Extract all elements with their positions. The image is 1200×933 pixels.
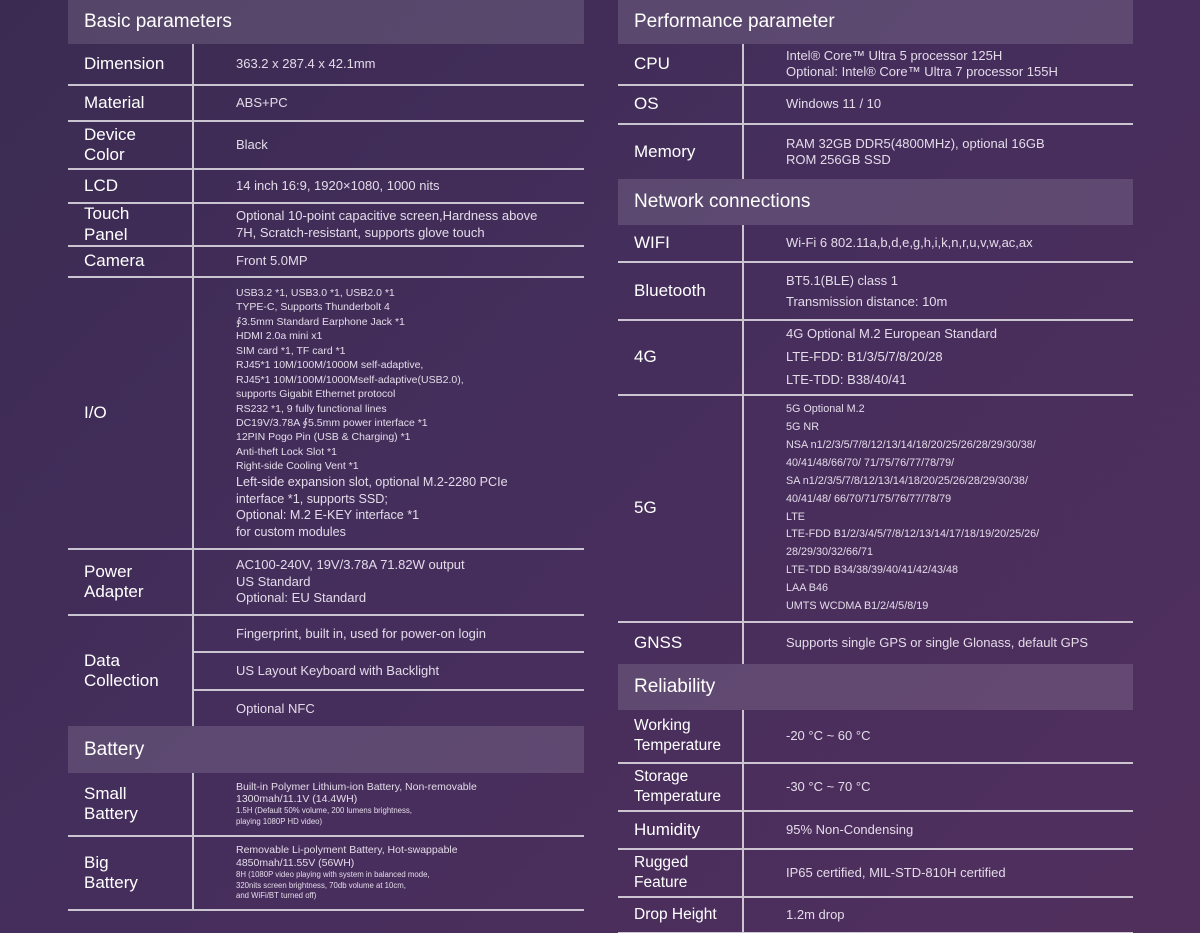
value-line: 1.5H (Default 50% volume, 200 lumens brightness, xyxy=(236,806,412,816)
label-text: Data xyxy=(84,650,120,670)
spec-row-bluetooth xyxy=(618,263,1133,321)
spec-row-camera xyxy=(68,247,584,278)
spec-row-small-battery xyxy=(68,773,584,837)
row-label xyxy=(618,321,744,394)
data-collection-item: Fingerprint, built in, used for power-on login xyxy=(236,626,487,642)
row-value xyxy=(744,321,1133,394)
label-text: Small xyxy=(84,783,127,803)
row-label xyxy=(618,850,744,896)
label-text: Temperature xyxy=(634,737,722,754)
row-label xyxy=(618,623,744,664)
value-line: 4850mah/11.55V (56WH) xyxy=(236,857,355,870)
label-text: Working xyxy=(634,716,691,734)
data-collection-item: Optional NFC xyxy=(194,689,584,726)
label-text: 4G xyxy=(634,347,657,367)
section-heading-performance-parameter xyxy=(618,0,1133,44)
label-text: Material xyxy=(84,92,145,112)
value-line: 8H (1080P video playing with system in balanced mode, xyxy=(236,870,430,880)
value-line: ∮3.5mm Standard Earphone Jack *1 xyxy=(236,315,405,328)
section-title: Performance parameter xyxy=(634,11,835,32)
spec-row-big-battery xyxy=(68,837,584,911)
row-value xyxy=(744,850,1133,896)
spec-row-cpu xyxy=(618,44,1133,86)
spec-row-rugged-feature xyxy=(618,850,1133,898)
value-line: Supports single GPS or single Glonass, default GPS xyxy=(786,635,1089,651)
section-heading-basic-parameters xyxy=(68,0,584,44)
value-line: supports Gigabit Ethernet protocol xyxy=(236,388,396,401)
row-label xyxy=(618,263,744,319)
value-line: 14 inch 16:9, 1920×1080, 1000 nits xyxy=(236,177,440,193)
section-heading-reliability xyxy=(618,664,1133,710)
row-value xyxy=(194,86,584,120)
row-value xyxy=(194,204,584,245)
value-line: 40/41/48/66/70/ 71/75/76/77/78/79/ xyxy=(786,456,955,469)
row-label xyxy=(618,225,744,261)
spec-row-os xyxy=(618,86,1133,125)
spec-row-5g xyxy=(618,396,1133,623)
section-title: Basic parameters xyxy=(84,11,232,32)
value-line: RJ45*1 10M/100M/1000Mself-adaptive(USB2.0), xyxy=(236,373,464,386)
row-value xyxy=(194,122,584,168)
row-label xyxy=(618,125,744,179)
value-line: RS232 *1, 9 fully functional lines xyxy=(236,402,387,415)
label-text: CPU xyxy=(634,53,670,73)
value-line: Optional: Intel® Core™ Ultra 7 processor 155H xyxy=(786,64,1058,79)
spec-row-device-color xyxy=(68,122,584,170)
value-line: Optional: M.2 E-KEY interface *1 xyxy=(236,508,420,523)
value-line: 1.2m drop xyxy=(786,906,845,922)
value-line: playing 1080P HD video) xyxy=(236,816,323,826)
label-text: Rugged xyxy=(634,853,689,871)
value-line: 5G Optional M.2 xyxy=(786,402,865,415)
value-line: -30 °C ~ 70 °C xyxy=(786,778,871,794)
value-line: Removable Li-polyment Battery, Hot-swappable xyxy=(236,844,458,857)
value-line: ABS+PC xyxy=(236,94,288,110)
row-value xyxy=(744,898,1133,932)
value-line: AC100-240V, 19V/3.78A 71.82W output xyxy=(236,557,465,573)
value-line: 12PIN Pogo Pin (USB & Charging) *1 xyxy=(236,431,411,444)
label-text: Adapter xyxy=(84,582,144,601)
row-value xyxy=(744,225,1133,261)
value-line: and WiFi/BT turned off) xyxy=(236,891,317,901)
spec-row-io xyxy=(68,278,584,550)
row-label xyxy=(618,764,744,810)
row-value xyxy=(194,278,584,548)
row-label xyxy=(68,86,194,120)
value-line: Transmission distance: 10m xyxy=(786,294,948,309)
value-line: LTE-TDD: B38/40/41 xyxy=(786,371,907,387)
label-text: Device xyxy=(84,124,136,144)
value-line: Optional 10-point capacitive screen,Hardness above xyxy=(236,207,538,223)
value-line: NSA n1/2/3/5/7/8/12/13/14/18/20/25/26/28/29/30/38/ xyxy=(786,438,1036,451)
value-line: Wi-Fi 6 802.11a,b,d,e,g,h,i,k,n,r,u,v,w,ac,ax xyxy=(786,234,1033,250)
label-text: Drop Height xyxy=(634,905,717,923)
label-text: 5G xyxy=(634,498,657,518)
value-line: TYPE-C, Supports Thunderbolt 4 xyxy=(236,301,390,314)
label-text: Bluetooth xyxy=(634,280,706,300)
value-line: IP65 certified, MIL-STD-810H certified xyxy=(786,864,1006,880)
value-line: Black xyxy=(236,136,268,152)
value-line: DC19V/3.78A ∮5.5mm power interface *1 xyxy=(236,416,428,429)
row-value xyxy=(194,837,584,909)
row-value xyxy=(744,396,1133,621)
label-text: Dimension xyxy=(84,53,165,73)
row-label xyxy=(618,86,744,123)
row-label xyxy=(618,812,744,848)
value-line: for custom modules xyxy=(236,524,346,539)
row-value xyxy=(744,812,1133,848)
spec-row-storage-temperature xyxy=(618,764,1133,812)
value-line: LTE-FDD B1/2/3/4/5/7/8/12/13/14/17/18/19/20/25/26/ xyxy=(786,528,1040,541)
value-line: RJ45*1 10M/100M/1000M self-adaptive, xyxy=(236,359,424,372)
value-line: Built-in Polymer Lithium-ion Battery, Non-removable xyxy=(236,780,477,793)
section-title: Network connections xyxy=(634,191,811,212)
left-column xyxy=(68,0,584,911)
value-line: 320nits screen brightness, 70db volume at 10cm, xyxy=(236,880,406,890)
label-text: Battery xyxy=(84,804,138,823)
value-line: -20 °C ~ 60 °C xyxy=(786,727,871,743)
value-line: US Standard xyxy=(236,573,311,589)
label-text: Memory xyxy=(634,141,696,161)
value-line: Windows 11 / 10 xyxy=(786,96,882,112)
label-text: Battery xyxy=(84,873,138,892)
row-value xyxy=(744,125,1133,179)
value-line: LTE-TDD B34/38/39/40/41/42/43/48 xyxy=(786,564,959,577)
row-value xyxy=(194,247,584,276)
label-text: Storage xyxy=(634,767,689,785)
row-value xyxy=(194,550,584,614)
row-value xyxy=(194,773,584,835)
right-column xyxy=(618,0,1133,933)
row-label xyxy=(618,710,744,762)
row-value xyxy=(744,623,1133,664)
value-line: Front 5.0MP xyxy=(236,253,308,269)
label-text: WIFI xyxy=(634,232,670,252)
spec-row-lcd xyxy=(68,170,584,204)
label-text: Camera xyxy=(84,251,145,271)
value-line: 1300mah/11.1V (14.4WH) xyxy=(236,793,358,806)
label-text: Feature xyxy=(634,874,688,891)
value-line: Anti-theft Lock Slot *1 xyxy=(236,445,337,458)
row-label xyxy=(68,616,194,726)
value-line: SIM card *1, TF card *1 xyxy=(236,344,346,357)
spec-row-gnss xyxy=(618,623,1133,664)
value-line: Left-side expansion slot, optional M.2-2280 PCIe xyxy=(236,474,508,489)
row-label xyxy=(68,278,194,548)
value-line: UMTS WCDMA B1/2/4/5/8/19 xyxy=(786,600,929,613)
label-text: LCD xyxy=(84,175,119,195)
value-line: HDMI 2.0a mini x1 xyxy=(236,330,323,343)
spec-row-4g xyxy=(618,321,1133,396)
row-value xyxy=(744,710,1133,762)
value-line: ROM 256GB SSD xyxy=(786,152,891,167)
row-label xyxy=(68,170,194,202)
row-value xyxy=(744,263,1133,319)
label-text: I/O xyxy=(84,402,107,422)
value-line: 4G Optional M.2 European Standard xyxy=(786,326,998,342)
spec-row-data-collection xyxy=(68,616,584,726)
data-collection-list xyxy=(194,616,584,726)
label-text: Touch xyxy=(84,204,130,224)
value-line: 95% Non-Condensing xyxy=(786,821,914,837)
value-line: 7H, Scratch-resistant, supports glove touch xyxy=(236,224,485,240)
value-line: 28/29/30/32/66/71 xyxy=(786,546,874,559)
row-value xyxy=(744,44,1133,84)
row-label xyxy=(68,247,194,276)
spec-row-memory xyxy=(618,125,1133,179)
value-line: BT5.1(BLE) class 1 xyxy=(786,272,898,288)
row-value xyxy=(194,44,584,84)
value-line: LAA B46 xyxy=(786,582,829,595)
row-label xyxy=(68,204,194,245)
value-line: Optional: EU Standard xyxy=(236,590,367,606)
row-label xyxy=(68,44,194,84)
row-label xyxy=(68,837,194,909)
row-label xyxy=(618,44,744,84)
value-line: Intel® Core™ Ultra 5 processor 125H xyxy=(786,47,1003,63)
label-text: GNSS xyxy=(634,633,683,653)
value-line: interface *1, supports SSD; xyxy=(236,491,388,506)
value-line: 363.2 x 287.4 x 42.1mm xyxy=(236,55,376,71)
spec-row-drop-height xyxy=(618,898,1133,933)
value-line: RAM 32GB DDR5(4800MHz), optional 16GB xyxy=(786,135,1045,151)
value-line: 40/41/48/ 66/70/71/75/76/77/78/79 xyxy=(786,492,952,505)
row-label xyxy=(68,122,194,168)
row-value xyxy=(744,764,1133,810)
label-text: Power xyxy=(84,561,133,581)
value-line: USB3.2 *1, USB3.0 *1, USB2.0 *1 xyxy=(236,286,395,299)
row-label xyxy=(68,773,194,835)
label-text: Panel xyxy=(84,224,128,244)
label-text: OS xyxy=(634,94,659,114)
row-label xyxy=(68,550,194,614)
spec-row-power-adapter xyxy=(68,550,584,616)
row-label xyxy=(618,396,744,621)
value-line: SA n1/2/3/5/7/8/12/13/14/18/20/25/26/28/29/30/38/ xyxy=(786,474,1028,487)
section-title: Battery xyxy=(84,738,145,760)
section-heading-battery xyxy=(68,726,584,773)
data-collection-item: US Layout Keyboard with Backlight xyxy=(194,651,584,688)
value-line: 5G NR xyxy=(786,420,819,433)
value-line: LTE xyxy=(786,510,805,523)
spec-row-material xyxy=(68,86,584,122)
label-text: Color xyxy=(84,145,125,164)
spec-row-dimension xyxy=(68,44,584,86)
label-text: Temperature xyxy=(634,788,722,805)
section-heading-network-connections xyxy=(618,179,1133,225)
spec-row-wifi xyxy=(618,225,1133,263)
label-text: Collection xyxy=(84,671,159,690)
spec-row-working-temperature xyxy=(618,710,1133,764)
row-value xyxy=(194,170,584,202)
section-title: Reliability xyxy=(634,676,716,697)
spec-row-humidity xyxy=(618,812,1133,850)
label-text: Big xyxy=(84,852,109,872)
row-label xyxy=(618,898,744,932)
value-line: Right-side Cooling Vent *1 xyxy=(236,460,359,473)
row-value xyxy=(744,86,1133,123)
spec-row-touch-panel xyxy=(68,204,584,247)
label-text: Humidity xyxy=(634,819,701,839)
value-line: LTE-FDD: B1/3/5/7/8/20/28 xyxy=(786,349,943,365)
